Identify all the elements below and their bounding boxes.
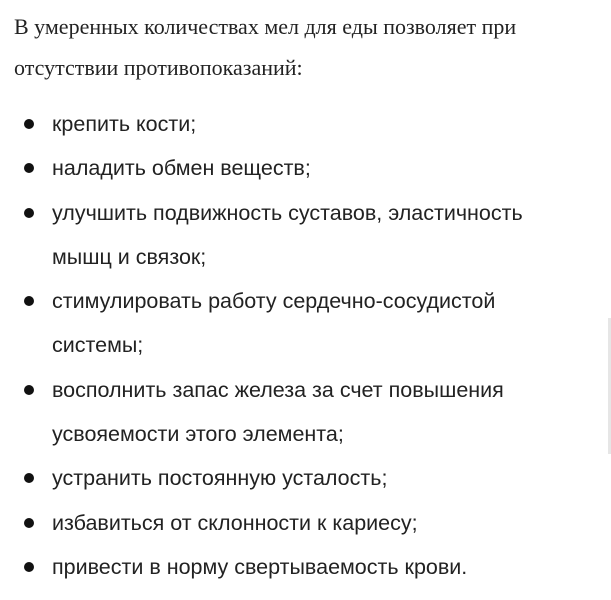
list-item-text: наладить обмен веществ;	[52, 156, 311, 181]
list-item	[0, 191, 585, 280]
list-item-text: улучшить подвижность суставов, эластичность мышц и связок;	[52, 200, 523, 269]
bullet-icon	[24, 562, 34, 572]
list-item	[0, 368, 585, 457]
list-item	[0, 501, 585, 545]
list-item-text: избавиться от склонности к кариесу;	[52, 510, 418, 535]
bullet-icon	[24, 385, 34, 395]
bullet-icon	[24, 208, 34, 218]
bullet-icon	[24, 518, 34, 528]
list-item-text: восполнить запас железа за счет повышения усвояемости этого элемента;	[52, 377, 504, 447]
bullet-icon	[24, 119, 34, 129]
list-item	[0, 279, 585, 368]
intro-paragraph: В умеренных количествах мел для еды позволяет при отсутствии противопоказаний:	[14, 14, 517, 80]
list-item-text: крепить кости;	[52, 112, 197, 136]
benefits-list	[0, 102, 585, 589]
list-item	[0, 545, 585, 589]
list-item-text: стимулировать работу сердечно-сосудистой системы;	[52, 289, 496, 358]
list-item-text: привести в норму свертываемость крови.	[52, 554, 468, 579]
list-item	[0, 146, 585, 190]
bullet-icon	[24, 296, 34, 306]
bullet-icon	[24, 163, 34, 173]
list-item	[0, 456, 585, 500]
bullet-icon	[24, 473, 34, 483]
list-item-text: устранить постоянную усталость;	[52, 466, 388, 491]
list-item	[0, 102, 585, 146]
